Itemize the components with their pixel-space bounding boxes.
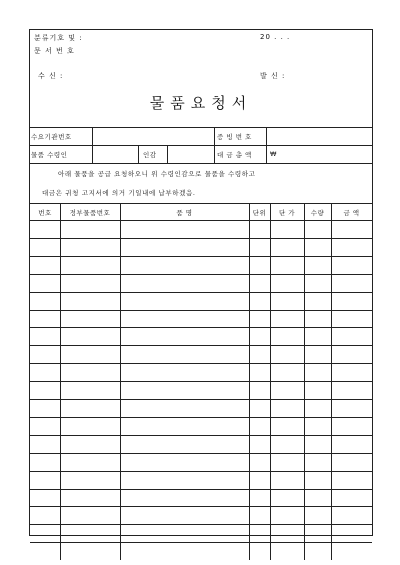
table-row-line — [30, 381, 372, 382]
table-column-line — [60, 203, 61, 560]
table-row-line — [30, 327, 372, 328]
table-column-line — [270, 203, 271, 560]
table-row-line — [30, 238, 372, 239]
evidence-number-label: 증 빙 번 호 — [217, 133, 252, 141]
table-row-line — [30, 292, 372, 293]
date-label: 20 . . . — [260, 33, 291, 41]
notice-line-2: 대금은 귀청 고지서에 의거 기일내에 납부하겠음. — [42, 189, 196, 197]
table-row-line — [30, 345, 372, 346]
table-header-cell: 정부물품번호 — [69, 209, 111, 217]
table-row-line — [30, 417, 372, 418]
table-top-border — [30, 203, 372, 204]
info-middle-border — [30, 145, 372, 146]
info-divider — [167, 145, 168, 163]
info-divider — [214, 127, 215, 163]
table-row-line — [30, 453, 372, 454]
table-header-cell: 단 가 — [278, 209, 296, 217]
table-header-cell: 수량 — [310, 209, 325, 217]
table-row-line — [30, 363, 372, 364]
info-bottom-border — [30, 163, 372, 164]
table-row-line — [30, 489, 372, 490]
table-column-line — [304, 203, 305, 560]
table-header-cell: 단위 — [252, 209, 267, 217]
table-header-cell: 번호 — [38, 209, 52, 217]
table-header-cell: 금 액 — [343, 209, 360, 217]
org-number-label: 수요기관번호 — [31, 133, 72, 141]
table-header-border — [30, 220, 372, 221]
classification-label: 분류기호 및 : — [34, 34, 83, 42]
table-column-line — [331, 203, 332, 560]
table-row-line — [30, 435, 372, 436]
table-row-line — [30, 506, 372, 507]
table-row-line — [30, 471, 372, 472]
total-amount-label: 대 금 총 액 — [217, 151, 252, 159]
info-divider — [92, 127, 93, 163]
form-title: 물품요청서 — [149, 94, 253, 112]
seal-label: 인감 — [143, 151, 157, 159]
notice-line-1: 아래 물품을 공급 요청하오니 위 수령인감으로 물품을 수령하고 — [58, 170, 256, 178]
receiver-label: 물품 수령인 — [31, 151, 68, 159]
info-divider — [266, 127, 267, 163]
table-column-line — [249, 203, 250, 560]
info-top-border — [30, 127, 372, 128]
sender-label: 발 신 : — [260, 72, 286, 80]
table-row-line — [30, 256, 372, 257]
table-row-line — [30, 524, 372, 525]
table-row-line — [30, 310, 372, 311]
table-row-line — [30, 542, 372, 543]
info-divider — [138, 145, 139, 163]
currency-symbol: ₩ — [270, 150, 277, 158]
request-form — [29, 29, 373, 536]
table-header-cell: 품 명 — [176, 209, 193, 217]
table-column-line — [120, 203, 121, 560]
doc-number-label: 문 서 번 호 — [34, 47, 75, 55]
recipient-label: 수 신 : — [38, 72, 64, 80]
table-row-line — [30, 274, 372, 275]
table-row-line — [30, 399, 372, 400]
